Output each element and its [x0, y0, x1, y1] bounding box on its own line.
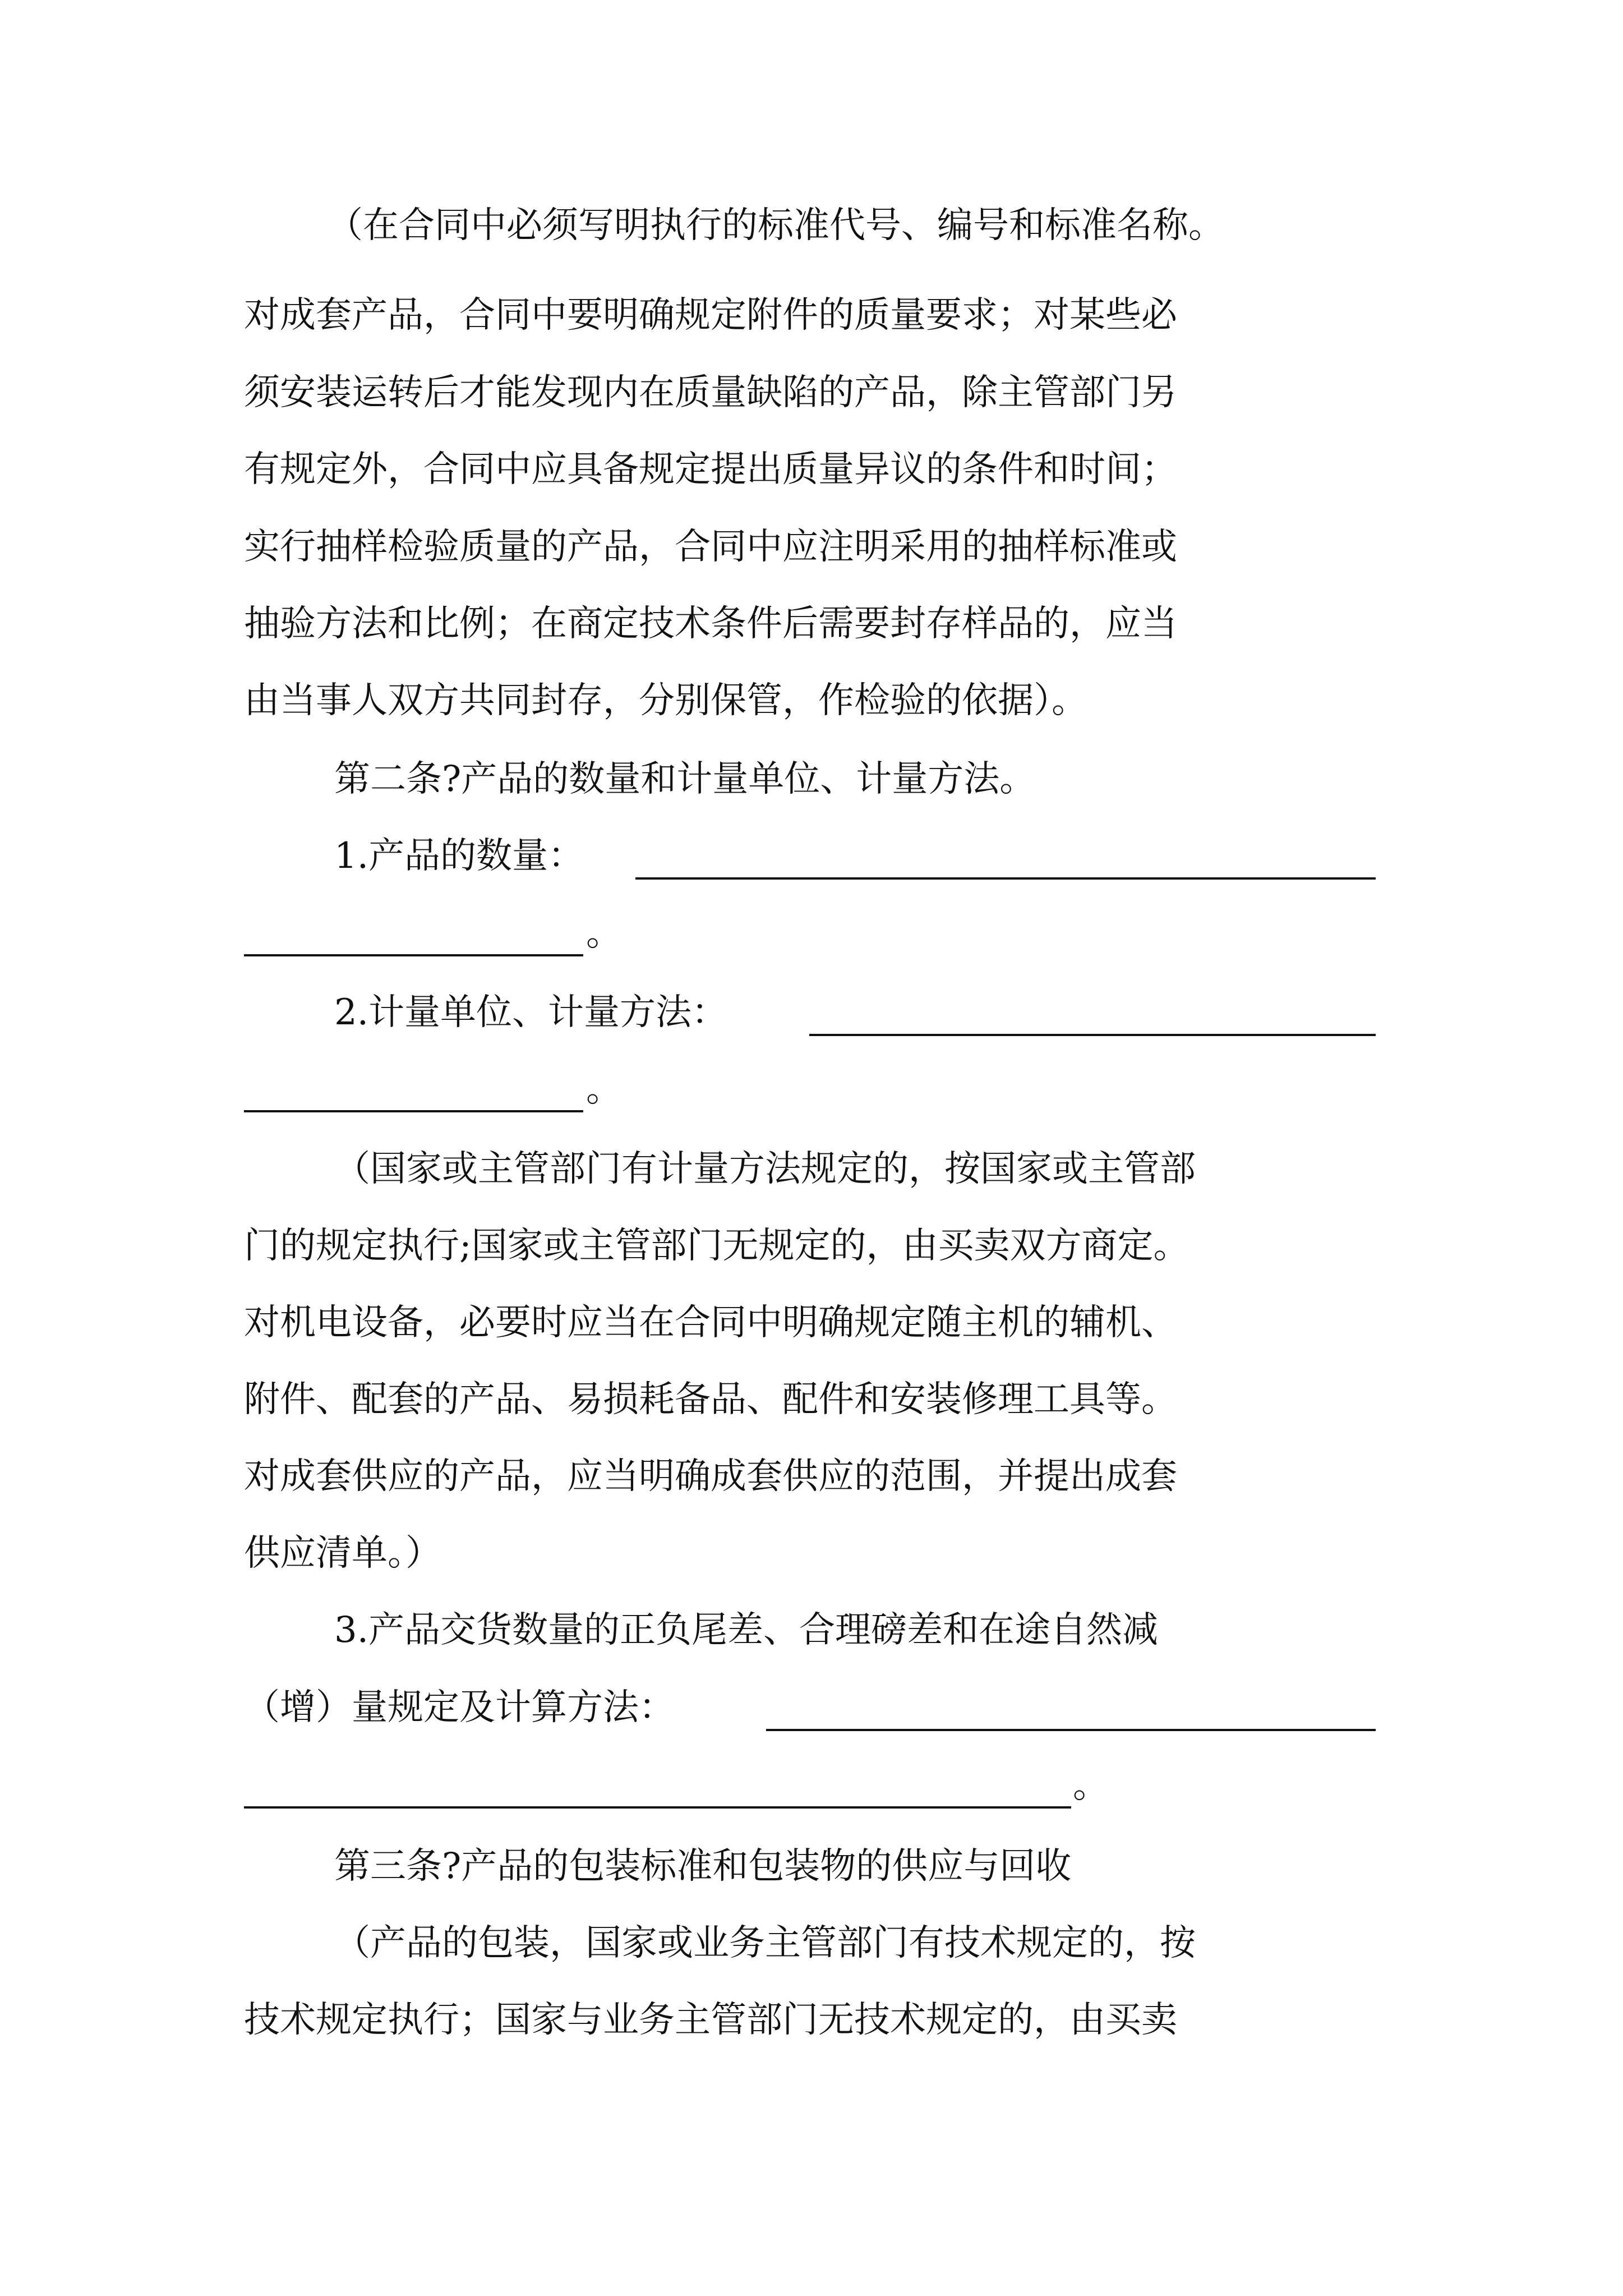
paragraph-line: 对机电设备，必要时应当在合同中明确规定随主机的辅机、	[244, 1302, 1177, 1343]
fill-in-blank	[244, 1775, 1071, 1809]
fill-in-blank	[766, 1697, 1376, 1731]
paragraph-line: 实行抽样检验质量的产品，合同中应注明采用的抽样标准或	[244, 526, 1177, 568]
punctuation: 。	[586, 913, 622, 954]
paragraph-line: 3.产品交货数量的正负尾差、合理磅差和在途自然减	[334, 1609, 1159, 1651]
paragraph-line: 须安装运转后才能发现内在质量缺陷的产品，除主管部门另	[244, 372, 1177, 413]
paragraph-line: 门的规定执行;国家或主管部门无规定的，由买卖双方商定。	[244, 1225, 1189, 1267]
paragraph-line: 由当事人双方共同封存，分别保管，作检验的依据）。	[244, 680, 1087, 721]
paragraph-line: 对成套供应的产品，应当明确成套供应的范围，并提出成套	[244, 1456, 1177, 1497]
paragraph-line: 对成套产品，合同中要明确规定附件的质量要求；对某些必	[244, 295, 1177, 336]
punctuation: 。	[1073, 1765, 1109, 1806]
field-label: 2.计量单位、计量方法：	[334, 992, 728, 1033]
fill-in-blank	[809, 1002, 1376, 1036]
fill-in-blank	[244, 1079, 583, 1112]
paragraph-line: 有规定外，合同中应具备规定提出质量异议的条件和时间；	[244, 449, 1177, 490]
paragraph-line: 供应清单。）	[244, 1533, 441, 1574]
field-label: （增）量规定及计算方法：	[244, 1687, 675, 1728]
fill-in-blank	[635, 846, 1376, 880]
article-heading: 第三条?产品的包装标准和包装物的供应与回收	[334, 1846, 1072, 1887]
paragraph-line: 技术规定执行；国家与业务主管部门无技术规定的，由买卖	[244, 1999, 1177, 2041]
punctuation: 。	[586, 1069, 622, 1110]
article-heading: 第二条?产品的数量和计量单位、计量方法。	[334, 758, 1036, 800]
fill-in-blank	[244, 923, 583, 956]
paragraph-line: （在合同中必须写明执行的标准代号、编号和标准名称。	[327, 205, 1224, 246]
paragraph-line: （产品的包装，国家或业务主管部门有技术规定的，按	[334, 1922, 1196, 1964]
paragraph-line: （国家或主管部门有计量方法规定的，按国家或主管部	[334, 1148, 1196, 1190]
paragraph-line: 抽验方法和比例；在商定技术条件后需要封存样品的，应当	[244, 603, 1177, 645]
field-label: 1.产品的数量：	[334, 835, 584, 877]
paragraph-line: 附件、配套的产品、易损耗备品、配件和安装修理工具等。	[244, 1379, 1177, 1420]
